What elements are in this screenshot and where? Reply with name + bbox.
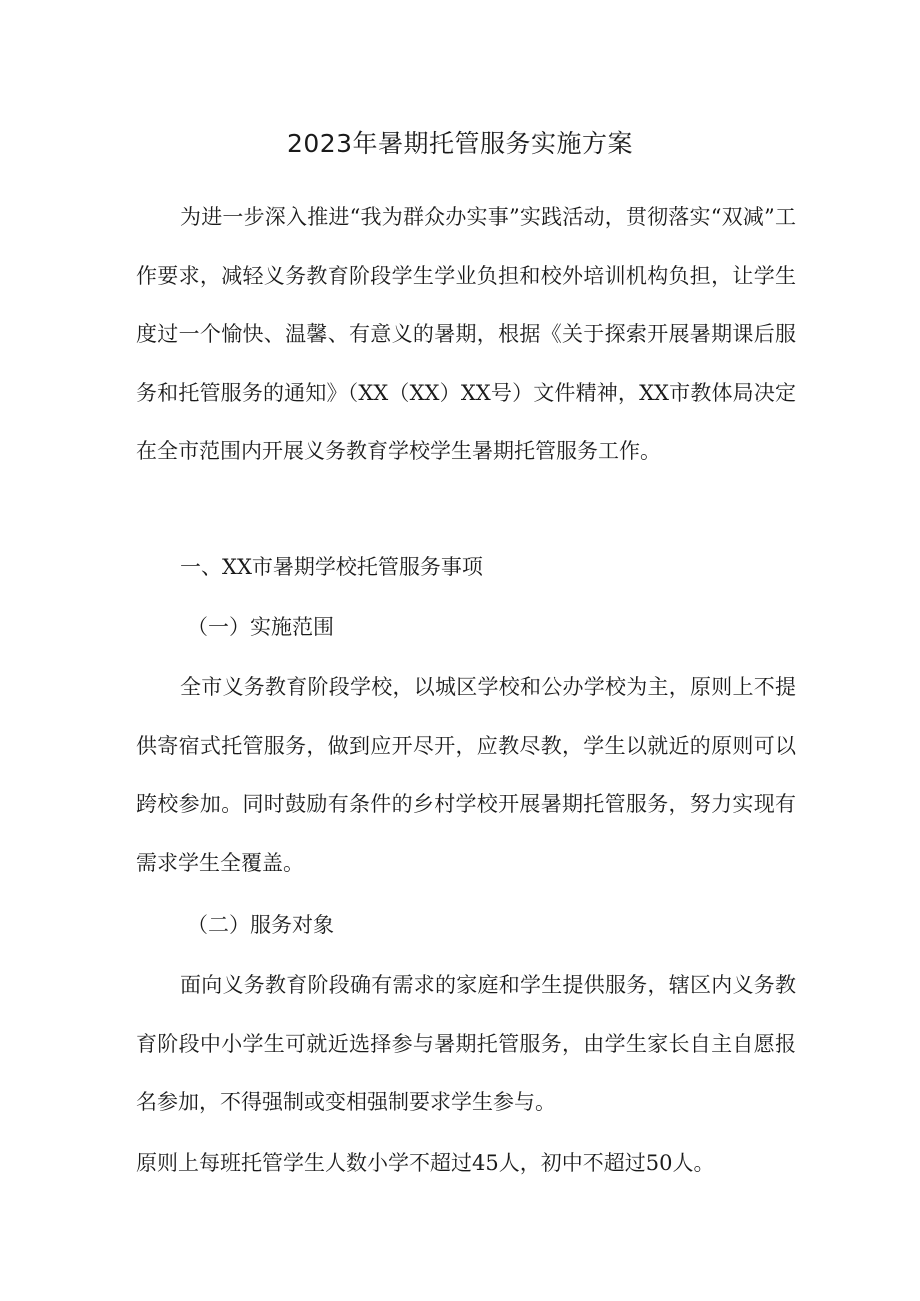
subsection-heading-target [187, 896, 787, 955]
class-size-paragraph [136, 1134, 796, 1193]
intro-paragraph [136, 188, 796, 481]
subsection-heading-scope [187, 598, 787, 657]
target-paragraph [136, 956, 796, 1132]
intro-text: 为进一步深入推进“我为群众办实事”实践活动，贯彻落实“双减”工作要求，减轻义务教育阶段学生学业负担和校外培训机构负担，让学生度过一个愉快、温馨、有意义的暑期，根据《关于探索开展暑期课后服务和托管服务的通知》（XX（XX）XX号）文件精神，XX市教体局决定在全市范围内开展义务教育学校学生暑期托管服务工作。 [136, 205, 796, 463]
scope-text: 全市义务教育阶段学校，以城区学校和公办学校为主，原则上不提供寄宿式托管服务，做到应开尽开，应教尽教，学生以就近的原则可以跨校参加。同时鼓励有条件的乡村学校开展暑期托管服务，努力实现有需求学生全覆盖。 [136, 675, 796, 875]
section-heading-1 [180, 538, 780, 597]
document-title: 2023年暑期托管服务实施方案 [286, 129, 634, 158]
subsection-heading-scope-text: （一）实施范围 [187, 615, 334, 639]
class-size-text: 原则上每班托管学生人数小学不超过45人，初中不超过50人。 [136, 1151, 715, 1175]
target-text: 面向义务教育阶段确有需求的家庭和学生提供服务，辖区内义务教育阶段中小学生可就近选择参与暑期托管服务，由学生家长自主自愿报名参加，不得强制或变相强制要求学生参与。 [136, 973, 796, 1114]
subsection-heading-target-text: （二）服务对象 [187, 913, 334, 937]
scope-paragraph [136, 658, 796, 892]
section-heading-1-text: 一、XX市暑期学校托管服务事项 [180, 555, 483, 579]
